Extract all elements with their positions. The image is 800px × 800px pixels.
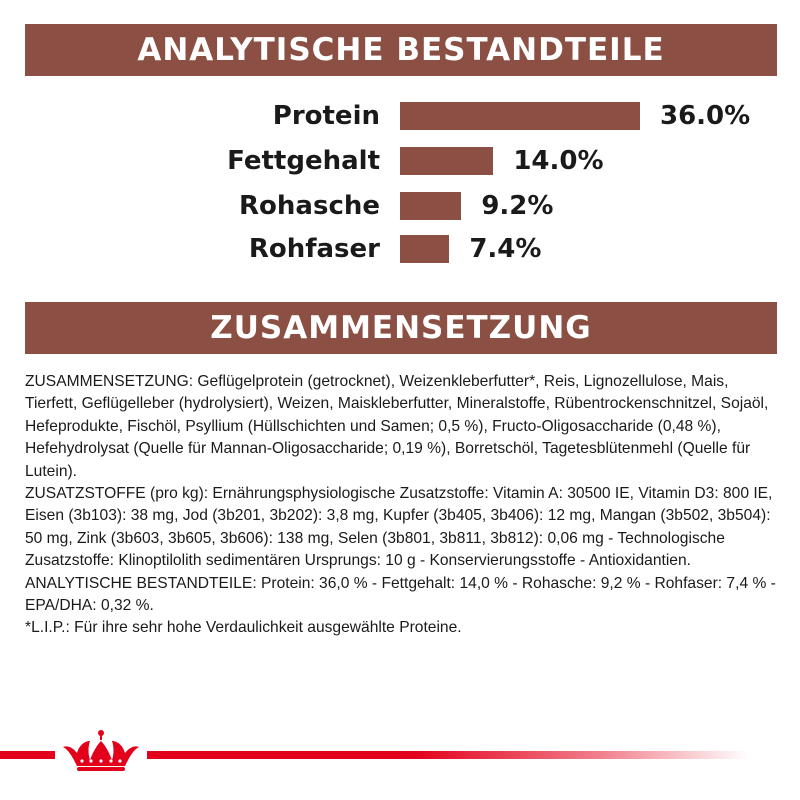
nutrient-value: 14.0% [513,146,604,176]
nutrient-label: Protein [272,101,380,131]
nutrient-label: Rohfaser [248,234,380,264]
nutrient-value: 36.0% [660,101,751,131]
nutrient-bar [400,192,461,220]
analytical-banner-title: ANALYTISCHE BESTANDTEILE [137,32,665,68]
footnote-paragraph: *L.I.P.: Für ihre sehr hohe Verdaulichkeit ausgewählte Proteine. [25,619,462,637]
nutrient-bar [400,147,493,175]
additives-paragraph: ZUSATZSTOFFE (pro kg): Ernährungsphysiologische Zusatzstoffe: Vitamin A: 30500 IE, Vitamin D3: 800 IE, Eisen (3b103): 38 mg, Jod (3b201, 3b202): 3,8 mg, Kupfer (3b405, 3b406): 12 mg, Mangan (3b502, 3b504): 50 mg, Zink (3b603, 3b605, 3b606): 138 mg, Selen (3b801, 3b811, 3b812): 0,06 mg - Technologische Zusatzstoffe: Klinoptilolith sedimentären Ursprungs: 10 g - Konservierungsstoffe - Antioxidantien. [25,485,773,570]
composition-banner [25,302,777,354]
nutrient-row-rohasche [0,186,800,226]
nutrient-row-fettgehalt [0,141,800,181]
nutrient-value: 7.4% [469,234,542,264]
nutrient-value: 9.2% [481,191,554,221]
composition-text [25,371,780,640]
nutrient-row-rohfaser [0,229,800,269]
analytical-banner [25,24,777,76]
nutrient-bar [400,102,640,130]
nutrient-label: Fettgehalt [227,146,380,176]
ingredients-paragraph: ZUSAMMENSETZUNG: Geflügelprotein (getrocknet), Weizenkleberfutter*, Reis, Lignozellulose, Mais, Tierfett, Geflügelleber (hydrolysiert), Weizen, Maiskleberfutter, Mineralstoffe, Rübentrockenschnitzel, Sojaöl, Hefeprodukte, Fischöl, Psyllium (Hüllschichten und Samen; 0,5 %), Fructo-Oligosaccharide (0,48 %), Hefehydrolysat (Quelle für Mannan-Oligosaccharide; 0,19 %), Borretschöl, Tagetesblütenmehl (Quelle für Lutein). [25,373,769,480]
composition-banner-title: ZUSAMMENSETZUNG [210,310,592,346]
crown-logo-icon [55,728,147,776]
nutrient-row-protein [0,96,800,136]
nutrient-label: Rohasche [239,191,380,221]
nutrient-bar [400,235,449,263]
analytical-paragraph: ANALYTISCHE BESTANDTEILE: Protein: 36,0 % - Fettgehalt: 14,0 % - Rohasche: 9,2 % - Rohfaser: 7,4 % - EPA/DHA: 0,32 %. [25,574,776,615]
